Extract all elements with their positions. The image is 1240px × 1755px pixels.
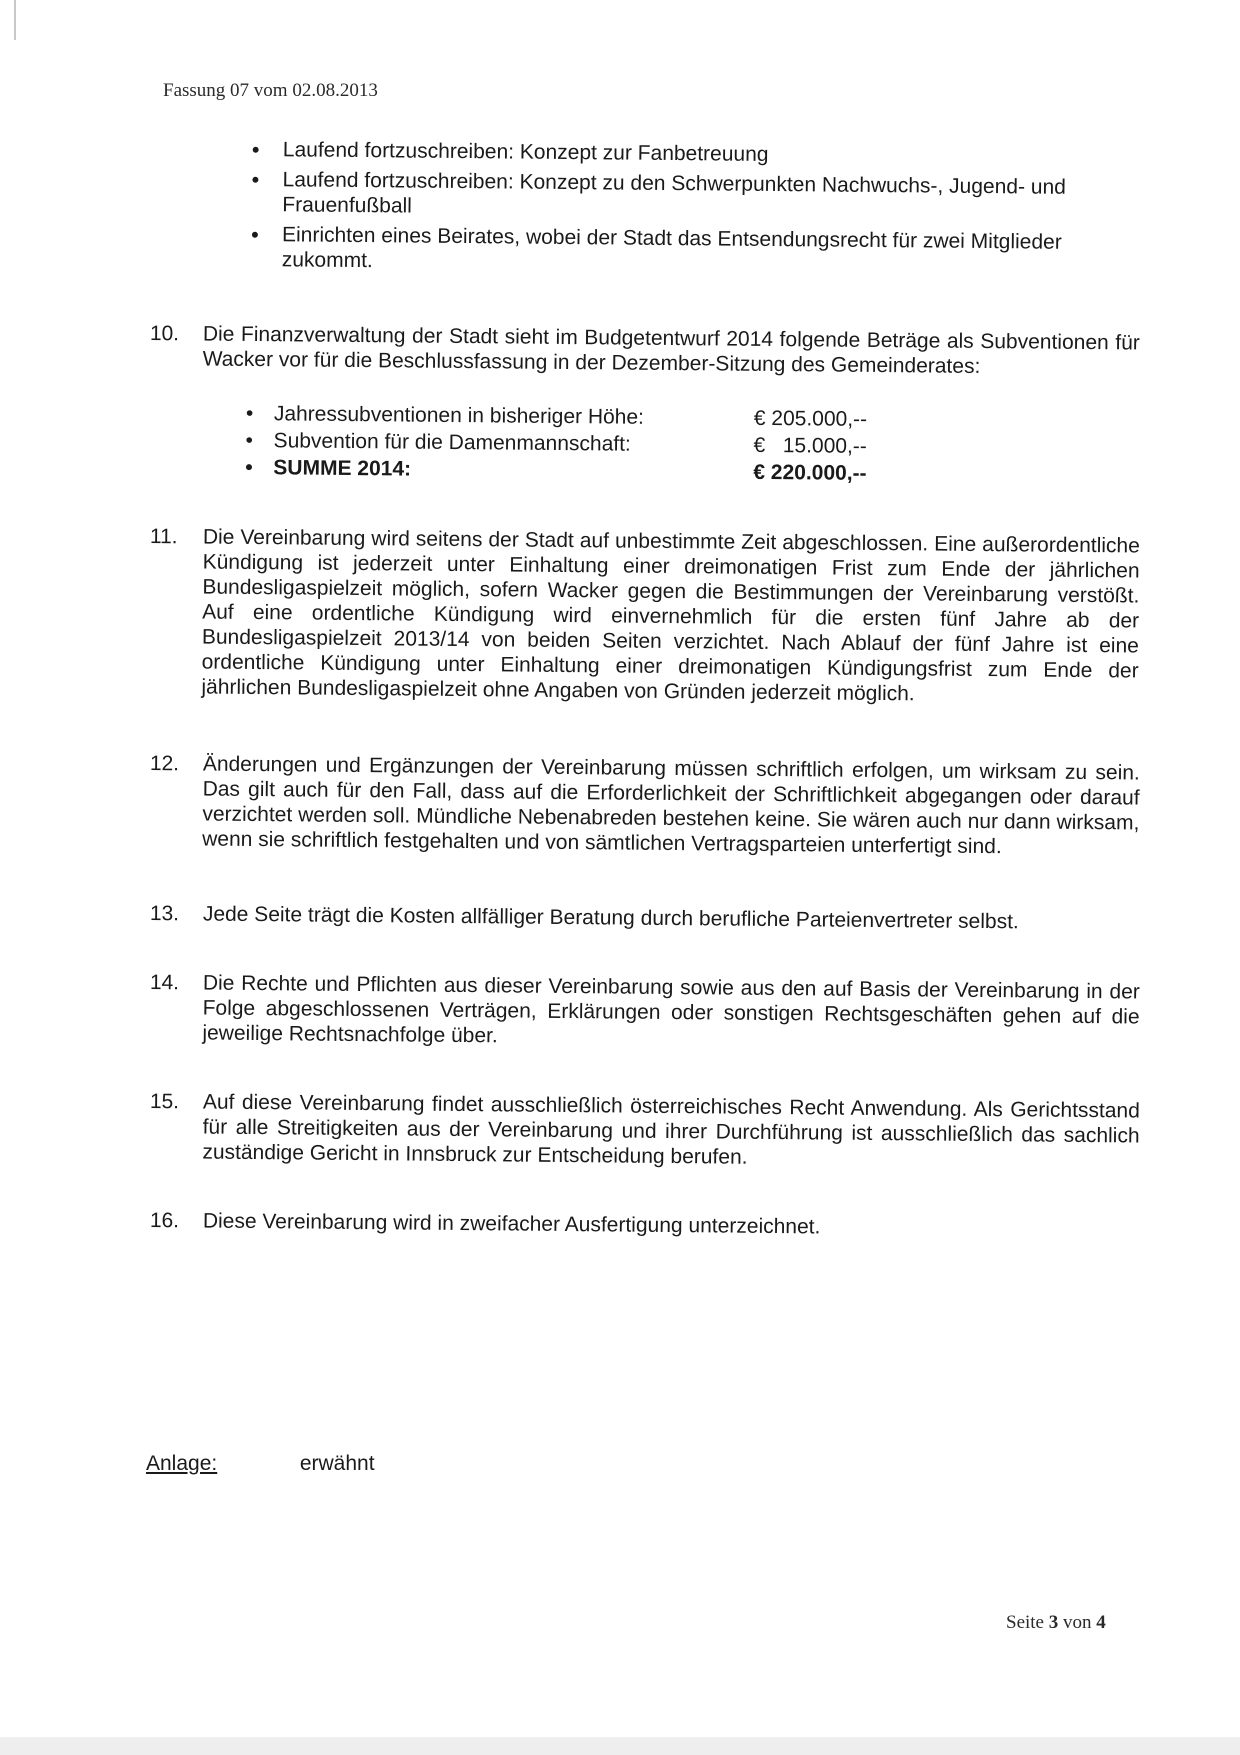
subsidy-amount: € 15.000,-- bbox=[753, 433, 867, 458]
section-number: 16. bbox=[149, 1209, 180, 1233]
section-text: Die Rechte und Pflichten aus dieser Vereinbarung sowie aus den auf Basis der Vereinbarung in der Folge abgeschlossenen Verträgen, Erklärungen oder sonstigen Rechtsgeschäften gehen auf die jeweilige Rechtsnachfolge über. bbox=[202, 971, 1140, 1048]
version-header: Fassung 07 vom 02.08.2013 bbox=[163, 80, 378, 101]
scan-bottom-band bbox=[0, 1737, 1240, 1755]
section-number: 15. bbox=[149, 1090, 180, 1114]
section-number: 12. bbox=[149, 751, 180, 776]
list-item: • Laufend fortzuschreiben: Konzept zu den Schwerpunkten Nachwuchs-, Jugend- und Frauenfußball bbox=[149, 166, 1139, 226]
section-text: Auf diese Vereinbarung findet ausschließlich österreichisches Recht Anwendung. Als Gerichtsstand für alle Streitigkeiten aus der Vereinbarung und ihrer Durchführung ist ausschließlich das sachlich zuständige Gericht in Innsbruck zur Entscheidung berufen. bbox=[202, 1090, 1140, 1169]
section-number: 14. bbox=[149, 970, 180, 995]
section-15 bbox=[149, 1089, 1140, 1173]
list-item: • Einrichten eines Beirates, wobei der Stadt das Entsendungsrecht für zwei Mitglieder zukommt. bbox=[149, 221, 1139, 281]
section-text: Die Finanzverwaltung der Stadt sieht im Budgetentwurf 2014 folgende Beträge als Subventionen für Wacker vor für die Beschlussfassung in der Dezember-Sitzung des Gemeinderates: bbox=[202, 322, 1140, 378]
of-word: von bbox=[1063, 1612, 1092, 1633]
subsidy-amount: € 205.000,-- bbox=[753, 406, 868, 431]
top-bullet-list bbox=[149, 136, 1140, 280]
section-number: 11. bbox=[149, 524, 178, 549]
section-text: Änderungen und Ergänzungen der Vereinbarung müssen schriftlich erfolgen, um wirksam zu sein. Das gilt auch für den Fall, dass auf die Erforderlichkeit der Schriftlichkeit abgegangen oder darauf verzichtet werden soll. Mündliche Nebenabreden bestehen keine. Sie wären auch nur dann wirksam, wenn sie schriftlich festgehalten und von sämtlichen Vertragsparteien unterfertigt sind. bbox=[202, 752, 1140, 859]
section-16 bbox=[150, 1208, 1140, 1243]
section-text: Die Vereinbarung wird seitens der Stadt auf unbestimmte Zeit abgeschlossen. Eine außerordentliche Kündigung ist jederzeit unter Einhaltung einer dreimonatigen Frist zum Ende der jährlichen Bundesligaspielzeit möglich, sofern Wacker gegen die Bestimmungen der Vereinbarung verstößt. Auf eine ordentliche Kündigung wird einvernehmlich für die ersten fünf Jahre ab der Bundesligaspielzeit 2013/14 von beiden Seiten verzichtet. Nach Ablauf der fünf Jahre ist eine ordentliche Kündigung unter Einhaltung einer dreimonatigen Kündigungsfrist zum Ende der jährlichen Bundesligaspielzeit ohne Angaben von Gründen jederzeit möglich. bbox=[201, 525, 1140, 706]
section-number: 10. bbox=[149, 321, 180, 346]
annex-value: erwähnt bbox=[299, 1452, 375, 1475]
section-13 bbox=[150, 901, 1140, 936]
section-text: Jede Seite trägt die Kosten allfälliger Beratung durch berufliche Parteienvertreter selbst. bbox=[202, 902, 1019, 934]
annex-line bbox=[146, 1452, 375, 1476]
page-current: 3 bbox=[1048, 1612, 1059, 1633]
bullet-icon: • bbox=[245, 428, 254, 453]
section-number: 13. bbox=[149, 901, 180, 926]
section-11 bbox=[148, 524, 1140, 708]
bullet-icon: • bbox=[245, 401, 254, 426]
subsidy-table bbox=[245, 401, 867, 488]
subsidy-label: Subvention für die Damenmannschaft: bbox=[273, 429, 631, 456]
annex-label: Anlage: bbox=[146, 1452, 218, 1475]
section-text: Diese Vereinbarung wird in zweifacher Ausfertigung unterzeichnet. bbox=[202, 1209, 821, 1239]
scan-edge-mark bbox=[14, 0, 16, 40]
bullet-icon: • bbox=[245, 455, 253, 480]
subsidy-total-amount: € 220.000,-- bbox=[753, 460, 867, 485]
page-word: Seite bbox=[1006, 1612, 1044, 1633]
table-row-total bbox=[245, 455, 866, 488]
subsidy-label: Jahressubventionen in bisheriger Höhe: bbox=[273, 402, 645, 429]
list-item: • Laufend fortzuschreiben: Konzept zur Fanbetreuung bbox=[150, 136, 1140, 171]
subsidy-total-label: SUMME 2014: bbox=[273, 456, 412, 481]
section-10 bbox=[150, 321, 1140, 381]
document-body bbox=[149, 136, 1140, 1239]
section-14 bbox=[149, 970, 1140, 1054]
section-12 bbox=[149, 751, 1140, 860]
page-total: 4 bbox=[1096, 1612, 1106, 1633]
page-number bbox=[1006, 1612, 1106, 1634]
